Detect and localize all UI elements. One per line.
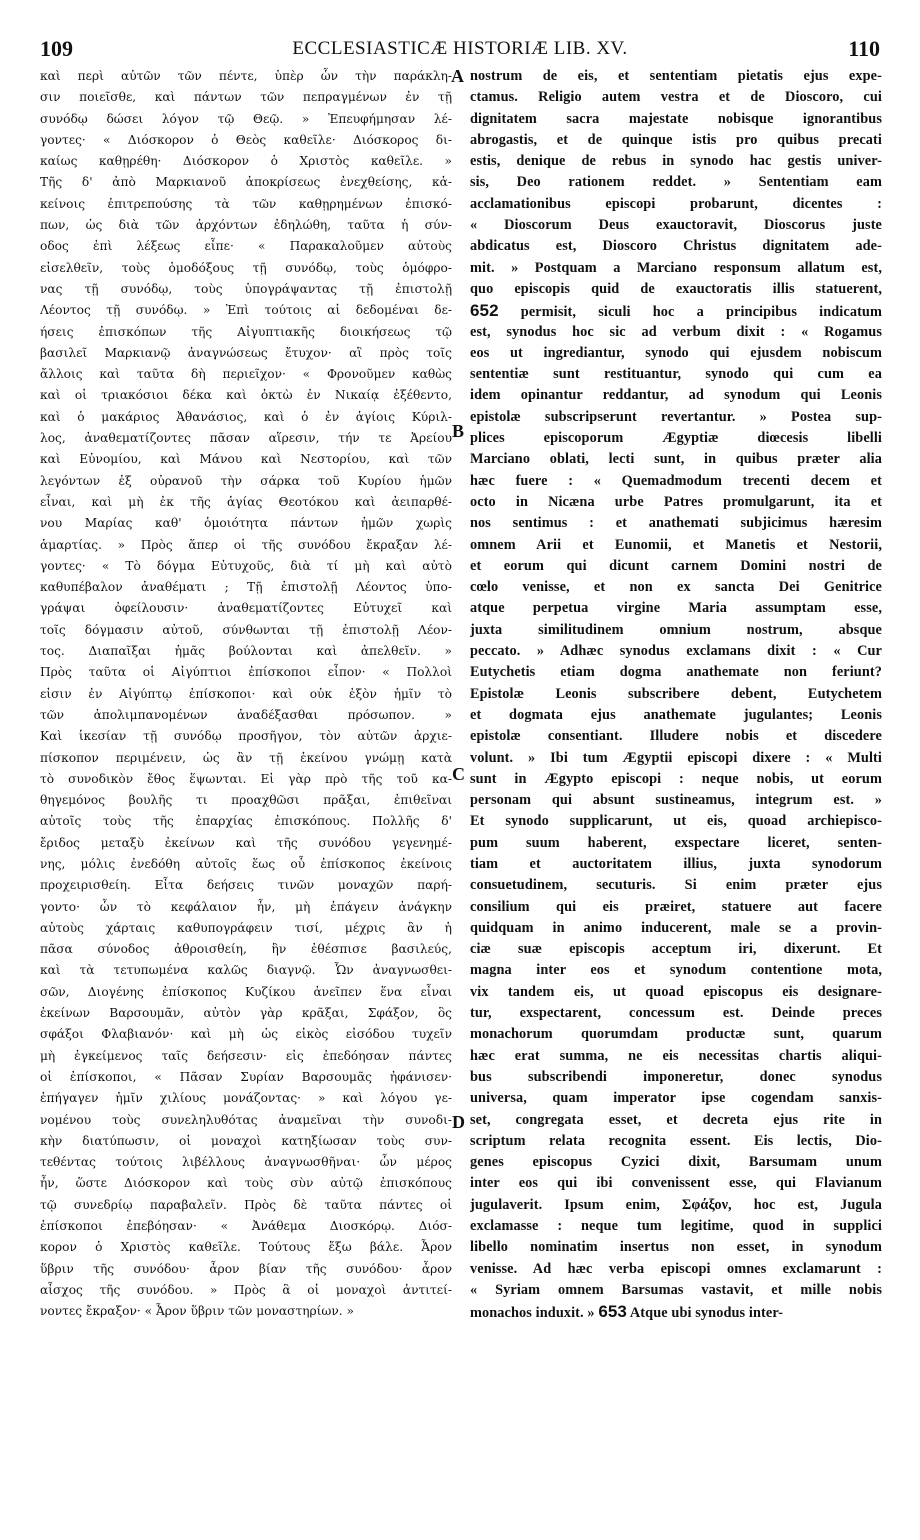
latin-text-line: abrogastis, et de quinque istis pro quibus precati bbox=[470, 131, 882, 148]
latin-text-line: magna inter eos et synodum contentione mota, bbox=[470, 962, 882, 979]
greek-text-line: γοντο· ὧν τὸ κεφάλαιον ἦν, μὴ ἐπάγειν ἀνάγκην bbox=[40, 899, 452, 914]
greek-text-line: πων, ὡς διὰ τῶν ἀρχόντων ἐδηλώθη, ταῦτα ἡ σύν- bbox=[40, 218, 452, 233]
latin-text-line: venisse. Ad hæc verba episcopi omnes exclamarunt : bbox=[470, 1260, 882, 1277]
margin-marker-b: B bbox=[452, 421, 465, 441]
latin-text-line: set, congregata esset, et decreta ejus rite in bbox=[470, 1111, 882, 1128]
greek-text-line: ἁμαρτίας. » Πρὸς ἅπερ οἱ τῆς συνόδου ἔκραξαν λέ- bbox=[40, 537, 452, 552]
greek-text-line: εἶναι, καὶ μὴ ἐκ τῆς ἁγίας Θεοτόκου καὶ ἀειπαρθέ- bbox=[40, 494, 452, 509]
greek-text-line: γοντες· « Διόσκορον ὁ Θεὸς καθεῖλε· Διόσκορος δι- bbox=[40, 132, 452, 147]
latin-text-line: vix tandem eis, ut quoad episcopus eis designare- bbox=[470, 983, 882, 1000]
latin-text-line: 652 permisit, siculi hoc a principibus indicatum bbox=[470, 301, 882, 321]
greek-text-line: νοντες ἔκραξον· « Ἆρον ὕβριν τῶν μοναστηρίων. » bbox=[40, 1304, 354, 1319]
latin-text-line: et eorum qui dicunt carnem Domini nostri de bbox=[470, 557, 882, 574]
greek-text-line: ἐκείνων Βαρσουμᾶν, αὐτὸν γὰρ κρᾶξαι, Σφάξον, ὃς bbox=[40, 1006, 452, 1021]
latin-text-line: « Dioscorum Deus exauctoravit, Dioscorus juste bbox=[470, 217, 882, 234]
latin-text-line: estis, denique de rebus in synodo hac gestis univer- bbox=[470, 153, 882, 170]
latin-text-line: universa, quam imperator ipse cogendam sanxis- bbox=[470, 1090, 882, 1107]
latin-text-line: et dogmata ejus anathemate jugulantes; Leonis bbox=[470, 706, 882, 723]
latin-text-line: quo episcopis quid de exauctoratis illis statuerent, bbox=[470, 280, 882, 297]
latin-text-line: hæc erat summa, ne eis necessitas chartis aliqui- bbox=[470, 1047, 882, 1064]
latin-text-line: « Syriam omnem Barsumas vastavit, et mille nobis bbox=[470, 1281, 882, 1298]
latin-text-line: monachos induxit. » 653 Atque ubi synodus inter- bbox=[470, 1302, 784, 1322]
latin-text-line: Eutychetis etiam dogma anathemate non feriunt? bbox=[470, 664, 882, 681]
page-number-right: 110 bbox=[848, 36, 880, 61]
latin-text-line: jugulaverit. Ipsum enim, Σφάξον, hoc est, Jugula bbox=[470, 1196, 882, 1213]
greek-text-line: Καὶ ἱκεσίαν τῇ συνόδῳ προσῆγον, τὸν αὐτῶν ἀρχιε- bbox=[40, 729, 452, 744]
greek-text-line: προχειρισθείη. Εἶτα δεήσεις τινῶν μοναχῶν παρή- bbox=[40, 878, 452, 893]
latin-text-line: consuetudinem, secuturis. Si enim præter ejus bbox=[470, 877, 882, 894]
greek-text-line: τοῖς δόγμασιν αὐτοῦ, σύνθωνται τῇ ἐπιστολῇ Λέον- bbox=[40, 622, 452, 637]
latin-text-line: consilium qui eis præiret, statuere aut facere bbox=[470, 898, 882, 915]
greek-text-line: καὶ Εὐνομίου, καὶ Μάνου καὶ Νεστορίου, καὶ τῶν bbox=[40, 452, 452, 467]
greek-text-line: λεγόντων ἐξ οὐρανοῦ τὴν σάρκα τοῦ Κυρίου ἡμῶν bbox=[40, 473, 452, 488]
greek-text-line: καθυπέβαλον ἀναθέματι ; Τῇ ἐπιστολῇ Λέοντος ὑπο- bbox=[40, 580, 452, 595]
latin-text-line: sunt in Ægypto episcopi : neque nobis, ut eorum bbox=[470, 770, 882, 787]
greek-text-line: σφάξοι Φλαβιανόν· καὶ μὴ ὡς εἰκὸς εἰσόδου τυχεῖν bbox=[40, 1027, 452, 1042]
latin-text-line: epistolæ subscripserunt revertantur. » Postea sup- bbox=[470, 408, 882, 425]
greek-text-line: κορον ὁ Χριστὸς καθεῖλε. Τούτους ἔξω βάλε. Ἆρον bbox=[40, 1240, 452, 1255]
greek-text-line: βασιλεῖ Μαρκιανῷ ἀναγνώσεως ἔτυχον· αἳ πρὸς τοῖς bbox=[40, 345, 452, 360]
greek-text-line: Λέοντος τῇ συνόδῳ. » Ἐπὶ τούτοις αἱ δεδομέναι δε- bbox=[40, 303, 452, 318]
margin-marker-a: A bbox=[451, 66, 464, 86]
latin-text-line: omnem Arii et Eunomii, et Manetis et Nestorii, bbox=[470, 536, 882, 553]
greek-text-line: γοντες· « Τὸ δόγμα Εὐτυχοῦς, διὰ τί μὴ καὶ αὐτὸ bbox=[40, 558, 452, 573]
greek-text-line: τος. Διαπαῖξαι ἡμᾶς βούλονται καὶ ἀπελθεῖν. » bbox=[40, 644, 452, 659]
latin-text-line: acclamationibus episcopi probarunt, dicentes : bbox=[470, 195, 882, 212]
latin-text-line: abdicatus est, Dioscoro Christus dignitatem ade- bbox=[470, 238, 882, 255]
latin-text-line: plices episcoporum Ægyptiæ diœcesis libelli bbox=[470, 430, 882, 447]
greek-text-line: νομένου τοὺς συνεληλυθότας ἀναμεῖναι τὴν συνοδι- bbox=[40, 1112, 452, 1127]
greek-text-line: Τῆς δ' ἀπὸ Μαρκιανοῦ ἀποκρίσεως ἐνεχθείσης, κἀ- bbox=[40, 175, 452, 190]
greek-text-line: οἱ ἐπίσκοποι, « Πᾶσαν Συρίαν Βαρσουμᾶς ἠφάνισεν· bbox=[40, 1069, 452, 1084]
greek-text-line: ἦν, ὥστε Διόσκορον καὶ τοὺς σὺν αὐτῷ ἐπισκόπους bbox=[40, 1176, 452, 1191]
greek-text-line: εἰσιν ἐν Αἰγύπτῳ ἐπίσκοποι· καὶ οὐκ ἐξὸν ἡμῖν τὸ bbox=[40, 686, 452, 701]
greek-text-line: νας τῇ συνόδῳ, τοὺς ὑπογράψαντας τῇ ἐπιστολῇ bbox=[40, 281, 452, 296]
latin-text-line: pum suum haberent, exspectare liceret, senten- bbox=[470, 834, 882, 851]
latin-text-line: hæc fuere : « Quemadmodum trecenti decem et bbox=[470, 472, 882, 489]
greek-text-line: αὐτοῖς τοὺς τῆς ἐπαρχίας ἐπισκόπους. Πολλῆς δ' bbox=[40, 814, 452, 829]
page-reference-number: 652 bbox=[470, 301, 499, 321]
greek-text-line: κὴν διατύπωσιν, οἱ μοναχοὶ κατηξίωσαν τοὺς συν- bbox=[40, 1133, 452, 1148]
latin-text-line: sententiæ sunt restituantur, synodo qui cum ea bbox=[470, 366, 882, 383]
latin-text-line: scriptum relata recognita essent. Eis lectis, Dio- bbox=[470, 1132, 882, 1149]
latin-text-line: mit. » Postquam a Marciano responsum allatum est, bbox=[470, 259, 882, 276]
page-reference-number: 653 bbox=[598, 1302, 627, 1322]
latin-text-line: idem opinantur reddantur, ad synodum qui Leonis bbox=[470, 387, 882, 404]
latin-text-line: ctamus. Religio autem vestra et de Dioscoro, cui bbox=[470, 89, 882, 106]
latin-text-line: exclamasse : neque tum legitime, quod in supplici bbox=[470, 1218, 882, 1235]
greek-text-line: καίως καθῃρέθη· Διόσκορον ὁ Χριστὸς καθεῖλε. » bbox=[40, 154, 452, 169]
latin-text-line: nos sentimus : et anathemati subjicimus hæresim bbox=[470, 515, 882, 532]
greek-text-line: καὶ τὰ τετυπωμένα καλῶς διαγνῷ. Ὧν ἀναγνωσθει- bbox=[40, 963, 452, 978]
latin-text-line: inter eos qui ibi convenissent esse, qui Flavianum bbox=[470, 1175, 882, 1192]
latin-text-line: Marciano oblati, lecti sunt, in quibus præter alia bbox=[470, 451, 882, 468]
latin-text-line: tiam et auctoritatem illius, juxta synodorum bbox=[470, 855, 882, 872]
latin-text-line: juxta similitudinem omnium nostrum, absque bbox=[470, 621, 882, 638]
greek-text-line: τεθέντας τούτοις λιβέλλους ἀναγνωσθῆναι· ὧν μέρος bbox=[40, 1155, 452, 1170]
latin-text-line: peccato. » Adhæc synodus exclamans dixit : « Cur bbox=[470, 643, 882, 660]
greek-text-line: ἐπίσκοποι ἐπεβόησαν· « Ἀνάθεμα Διοσκόρῳ. Διόσ- bbox=[40, 1219, 452, 1234]
latin-text-line: monachorum quorumdam productæ sunt, quarum bbox=[470, 1026, 882, 1043]
greek-text-line: αὐτοὺς χάρταις καθυπογράφειν τισί, μέχρις ἂν ἡ bbox=[40, 920, 452, 935]
latin-text-line: ciæ suæ episcopis acceptum iri, dixerunt. Et bbox=[470, 941, 882, 958]
latin-text-line: bus subscribendi imponeretur, donec synodus bbox=[470, 1068, 882, 1085]
latin-text-line: personam qui absunt sustineamus, integrum est. » bbox=[470, 792, 882, 809]
greek-text-line: αἶσχος τῆς συνόδου. » Πρὸς ἃ οἱ μοναχοὶ ἀντιτεί- bbox=[40, 1282, 452, 1297]
latin-text-line: volunt. » Ibi tum Ægyptii episcopi dixere : « Multi bbox=[470, 749, 882, 766]
latin-text-line: eos ut ingrediantur, synodo qui ejusdem nobiscum bbox=[470, 344, 882, 361]
latin-text-line: dignitatem sacra majestate nobisque ignorantibus bbox=[470, 110, 882, 127]
latin-text-line: nostrum de eis, et sententiam pietatis ejus expe- bbox=[470, 68, 882, 84]
greek-text-line: συνόδῳ δώσει λόγον τῷ Θεῷ. » Ἐπευφήμησαν λέ- bbox=[40, 111, 452, 126]
latin-text-line: Et synodo supplicarunt, ut eis, quoad archiepisco- bbox=[470, 813, 882, 830]
greek-text-column bbox=[40, 66, 452, 1323]
latin-text-line: libello nominatim insertus non esset, in synodum bbox=[470, 1239, 882, 1256]
greek-text-line: οδος ἐπὶ λέξεως εἶπε· « Παρακαλοῦμεν αὐτοὺς bbox=[40, 239, 452, 254]
running-title: ECCLESIASTICÆ HISTORIÆ LIB. XV. bbox=[292, 38, 628, 59]
latin-text-line: cœlo venisse, et non ex sancta Dei Genitrice bbox=[470, 579, 882, 596]
greek-text-line: θηγεμόνος βουλῆς τι προαχθῶσι πρᾶξαι, ἐπιθεῖναι bbox=[40, 793, 452, 808]
greek-text-line: ήσεις ἐπισκόπων τῆς Αἰγυπτιακῆς διοικήσεως τῷ bbox=[40, 324, 452, 339]
latin-text-line: quidquam in animo inducerent, male se a provin- bbox=[470, 919, 882, 936]
greek-text-line: τὸ συνοδικὸν ἔθος ἕψωνται. Εἰ γὰρ πρὸ τῆς τοῦ κα- bbox=[40, 771, 452, 786]
greek-text-line: σιν ποιεῖσθε, καὶ πάντων τῶν πεπραγμένων ἐν τῇ bbox=[40, 90, 452, 105]
latin-text-line: genes episcopus Cyzici dixit, Barsumam unum bbox=[470, 1154, 882, 1171]
latin-text-line: est, synodus hoc sic ad verbum dixit : « Rogamus bbox=[470, 323, 882, 340]
latin-text-line: octo in Nicæna urbe Patres promulgarunt, ita et bbox=[470, 493, 882, 510]
greek-text-line: κείνοις ἐπιτρεπούσης τὰ τῶν καθῃρημένων ἐπισκό- bbox=[40, 196, 452, 211]
latin-text-line: atque perpetua virgine Maria assumptam esse, bbox=[470, 600, 882, 617]
greek-text-line: Πρὸς ταῦτα οἱ Αἰγύπτιοι ἐπίσκοποι εἶπον· « Πολλοὶ bbox=[40, 665, 452, 680]
greek-text-line: ὕβριν τῆς συνόδου· ἆρον βίαν τῆς συνόδου· ἆρον bbox=[40, 1261, 452, 1276]
greek-text-line: τῷ συνεδρίῳ παραβαλεῖν. Πρὸς δὲ ταῦτα πάντες οἱ bbox=[40, 1197, 452, 1212]
greek-text-line: εἰσελθεῖν, τοὺς ὁμοδόξους τῇ συνόδῳ, τοὺς ὁμόφρο- bbox=[40, 260, 452, 275]
page-header bbox=[40, 36, 880, 64]
latin-text-line: epistolæ consentiant. Illudere nobis et discedere bbox=[470, 728, 882, 745]
greek-text-line: λος, ἀναθεματίζοντες πᾶσαν αἵρεσιν, τήν τε Ἀρείου bbox=[40, 431, 452, 446]
greek-text-line: πίσκοπον περιμένειν, ὡς ἂν τῇ ἐκείνου γνώμῃ κατὰ bbox=[40, 750, 452, 765]
greek-text-line: καὶ περὶ αὐτῶν τῶν πέντε, ὑπὲρ ὧν τὴν παράκλη- bbox=[40, 69, 452, 83]
margin-marker-d: D bbox=[452, 1112, 465, 1132]
greek-text-line: πᾶσα σύνοδος ἀθροισθείη, ἣν ἐθέσπισε βασιλεύς, bbox=[40, 942, 452, 957]
latin-text-line: tur, exspectarent, concessum est. Deinde preces bbox=[470, 1005, 882, 1022]
margin-marker-c: C bbox=[452, 764, 465, 784]
greek-text-line: καὶ οἱ τριακόσιοι δέκα καὶ ὀκτὼ ἐν Νικαίᾳ ἐξέθεντο, bbox=[40, 388, 452, 403]
greek-text-line: ἔριδος μεταξὺ ἐκείνων καὶ τῆς συνόδου γεγενημέ- bbox=[40, 835, 452, 850]
greek-text-line: γράψαι ὀφείλουσιν· ἀναθεματίζοντες Εὐτυχεῖ καὶ bbox=[40, 601, 452, 616]
greek-text-line: ἐπήγαγεν ἡμῖν χιλίους μονάζοντας· » καὶ λόγου γε- bbox=[40, 1091, 452, 1106]
page-number-left: 109 bbox=[40, 36, 73, 61]
greek-text-line: νου Μαρίας καθ' ὁμοιότητα πάντων ἡμῶν χωρὶς bbox=[40, 516, 452, 531]
latin-text-column bbox=[470, 66, 882, 1323]
latin-text-line: Epistolæ Leonis subscribere debent, Eutychetem bbox=[470, 685, 882, 702]
greek-text-line: ἄλλοις καὶ ταῦτα δὴ περιεῖχον· « Φρονοῦμεν καθὼς bbox=[40, 367, 452, 382]
greek-text-line: καὶ ὁ μακάριος Ἀθανάσιος, καὶ ὁ ἐν ἁγίοις Κύριλ- bbox=[40, 409, 452, 424]
greek-text-line: νης, μόλις ἐνεδόθη αὐτοῖς ἕως οὗ ἐπίσκοπος ἐκείνοις bbox=[40, 856, 452, 871]
greek-text-line: μὴ ἐγκείμενος ταῖς δεήσεσιν· εἰς ἐπεδόησαν πάντες bbox=[40, 1048, 452, 1063]
greek-text-line: τῶν ἀπολιμπανομένων ἀναδέξασθαι πρόσωπον. » bbox=[40, 707, 452, 722]
latin-text-line: sis, Deo rationem reddet. » Sententiam eam bbox=[470, 174, 882, 191]
greek-text-line: σῶν, Διογένης ἐπίσκοπος Κυζίκου ἀνεῖπεν ἕνα εἶναι bbox=[40, 984, 452, 999]
